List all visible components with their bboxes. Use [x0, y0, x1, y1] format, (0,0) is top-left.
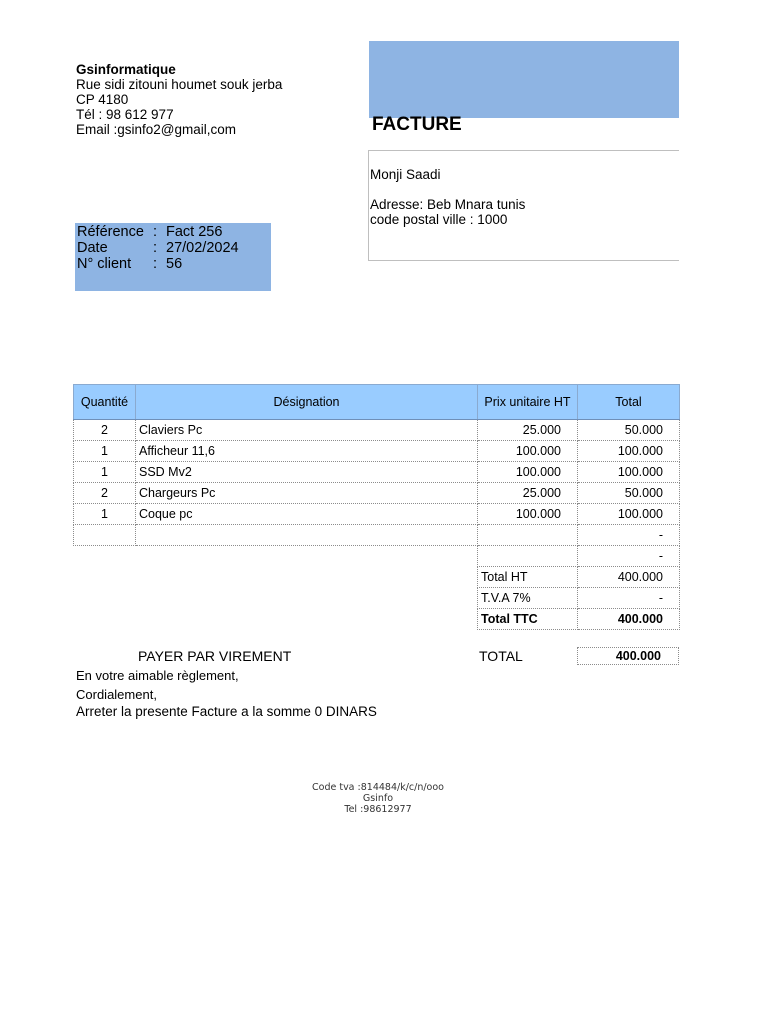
client-number-label: N° client	[77, 256, 132, 272]
logo-placeholder	[369, 41, 679, 118]
table-row	[74, 420, 680, 441]
table-row	[74, 462, 680, 483]
company-name: Gsinformatique	[76, 62, 176, 77]
message-cordialement: Cordialement,	[76, 687, 157, 702]
cell-total: 100.000	[578, 462, 680, 483]
company-address: Rue sidi zitouni houmet souk jerba	[76, 77, 283, 92]
footer-name: Gsinfo	[362, 793, 394, 804]
cell-total: 100.000	[578, 504, 680, 525]
colon: :	[153, 256, 158, 272]
cell-designation: Coque pc	[136, 504, 478, 525]
header-quantity: Quantité	[74, 385, 136, 420]
cell-unit-price: 25.000	[478, 483, 578, 504]
colon: :	[153, 240, 158, 256]
cell-qty: 1	[74, 462, 136, 483]
cell-qty: 2	[74, 420, 136, 441]
cell-total: 100.000	[578, 441, 680, 462]
cell-unit-price: 25.000	[478, 420, 578, 441]
cell-unit-price: 100.000	[478, 462, 578, 483]
total-ttc-row	[74, 609, 680, 630]
document-title: FACTURE	[372, 114, 462, 135]
client-address: Adresse: Beb Mnara tunis	[370, 197, 526, 212]
footer-tva: Code tva :814484/k/c/n/ooo	[312, 782, 444, 793]
company-phone: Tél : 98 612 977	[76, 107, 174, 122]
table-row	[74, 504, 680, 525]
date-value: 27/02/2024	[166, 240, 239, 256]
company-postal: CP 4180	[76, 92, 129, 107]
table-header-row	[74, 385, 680, 420]
cell-qty: 1	[74, 504, 136, 525]
header-designation: Désignation	[136, 385, 478, 420]
footer-tel: Tel :98612977	[344, 804, 412, 815]
cell-qty: 1	[74, 441, 136, 462]
grand-total-label: TOTAL	[479, 648, 523, 664]
cell-qty: 2	[74, 483, 136, 504]
colon: :	[153, 224, 158, 240]
cell-unit-price: 100.000	[478, 441, 578, 462]
cell-designation	[136, 525, 478, 546]
payment-method: PAYER PAR VIREMENT	[138, 648, 292, 664]
client-postal-city: code postal ville : 1000	[370, 212, 508, 227]
extra-row-total: -	[578, 546, 680, 567]
message-arreter: Arreter la presente Facture a la somme 0 DINARS	[76, 704, 377, 719]
reference-label: Référence	[77, 224, 144, 240]
total-ht-row	[74, 567, 680, 588]
tva-value: -	[578, 588, 680, 609]
table-extra-row	[74, 546, 680, 567]
cell-designation: Afficheur 11,6	[136, 441, 478, 462]
cell-unit-price: 100.000	[478, 504, 578, 525]
company-email: Email :gsinfo2@gmail,com	[76, 122, 237, 137]
table-row	[74, 525, 680, 546]
cell-designation: Chargeurs Pc	[136, 483, 478, 504]
cell-unit-price	[478, 525, 578, 546]
total-ttc-value: 400.000	[578, 609, 680, 630]
cell-designation: SSD Mv2	[136, 462, 478, 483]
client-number-value: 56	[166, 256, 183, 272]
table-row	[74, 483, 680, 504]
total-ttc-label: Total TTC	[478, 609, 578, 630]
tva-label: T.V.A 7%	[478, 588, 578, 609]
grand-total-value: 400.000	[577, 647, 679, 665]
message-reglement: En votre aimable règlement,	[76, 668, 239, 683]
reference-value: Fact 256	[166, 224, 223, 240]
cell-qty	[74, 525, 136, 546]
cell-total: 50.000	[578, 483, 680, 504]
cell-total: -	[578, 525, 680, 546]
reference-box	[75, 223, 271, 291]
header-total: Total	[578, 385, 680, 420]
total-ht-label: Total HT	[478, 567, 578, 588]
date-label: Date	[77, 240, 108, 256]
client-name: Monji Saadi	[370, 167, 441, 182]
cell-total: 50.000	[578, 420, 680, 441]
footer	[0, 782, 756, 815]
total-ht-value: 400.000	[578, 567, 680, 588]
header-unit-price: Prix unitaire HT	[478, 385, 578, 420]
table-row	[74, 441, 680, 462]
items-table	[73, 384, 680, 630]
cell-designation: Claviers Pc	[136, 420, 478, 441]
company-info	[76, 62, 282, 137]
tva-row	[74, 588, 680, 609]
client-box	[368, 150, 679, 261]
